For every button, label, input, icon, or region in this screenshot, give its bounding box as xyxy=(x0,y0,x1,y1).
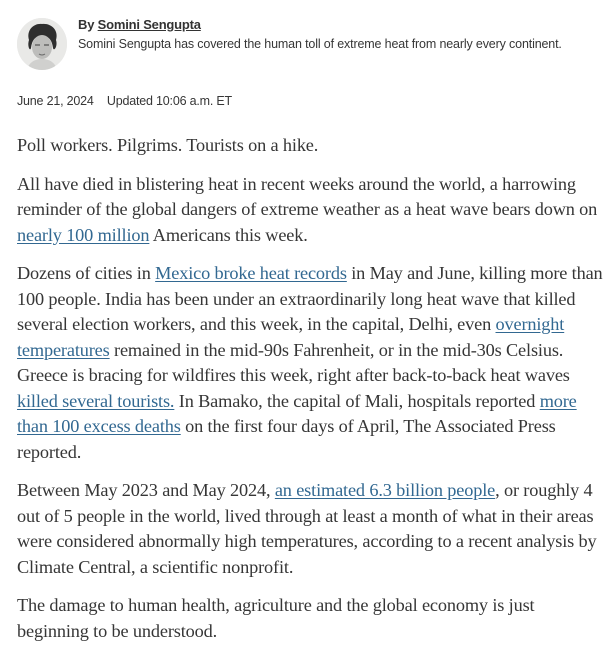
link-mexico-heat-records[interactable]: Mexico broke heat records xyxy=(155,263,347,283)
text: All have died in blistering heat in recent weeks around the world, a harrowing reminder of the global dangers of extreme weather as a heat wave bears down on xyxy=(17,173,598,219)
paragraph-5: The damage to human health, agriculture and the global economy is just beginning to be understood. xyxy=(17,595,535,641)
author-name-link[interactable]: Somini Sengupta xyxy=(97,17,201,32)
article-body xyxy=(17,133,607,657)
paragraph-1: Poll workers. Pilgrims. Tourists on a hike. xyxy=(17,135,319,155)
link-overnight-temperatures[interactable]: overnight temperatures xyxy=(17,314,565,360)
author-line xyxy=(78,15,598,35)
link-killed-several-tourists[interactable]: killed several tourists. xyxy=(17,390,175,411)
author-headshot-icon xyxy=(17,18,67,70)
text: remained in the mid-90s Fahrenheit, or in the mid-30s Celsius. Greece is bracing for wildfires this week, right after back-to-back heat waves xyxy=(17,339,570,385)
author-avatar[interactable] xyxy=(17,18,67,70)
text: on the first four days of April, The Associated Press reported. xyxy=(17,416,556,462)
text: Between May 2023 and May 2024, xyxy=(17,480,275,500)
byline-text xyxy=(78,15,598,53)
author-bio: Somini Sengupta has covered the human toll of extreme heat from nearly every continent. xyxy=(78,37,562,51)
paragraph-4 xyxy=(17,478,607,580)
text: in May and June, killing more than 100 people. India has been under an extraordinarily long heat wave that killed several election workers, and this week, in the capital, Delhi, even xyxy=(17,263,603,334)
by-prefix: By xyxy=(78,17,95,32)
paragraph-3 xyxy=(17,261,607,465)
link-nearly-100-million[interactable]: nearly 100 million xyxy=(17,224,150,245)
text: , or roughly 4 out of 5 people in the world, lived through at least a month of what in their areas were considered abnormally high temperatures, according to a recent analysis by Climate Central, a scientific nonprofit. xyxy=(17,480,597,577)
text: Americans this week. xyxy=(149,224,308,245)
published-date: June 21, 2024 xyxy=(17,94,94,108)
link-excess-deaths[interactable]: more than 100 excess deaths xyxy=(17,390,577,436)
paragraph-2 xyxy=(17,172,607,249)
dateline xyxy=(17,94,232,108)
link-6-3-billion-people[interactable]: an estimated 6.3 billion people xyxy=(274,480,496,500)
text: Dozens of cities in xyxy=(17,263,156,283)
text: In Bamako, the capital of Mali, hospitals reported xyxy=(174,390,540,411)
updated-time: Updated 10:06 a.m. ET xyxy=(106,94,232,108)
